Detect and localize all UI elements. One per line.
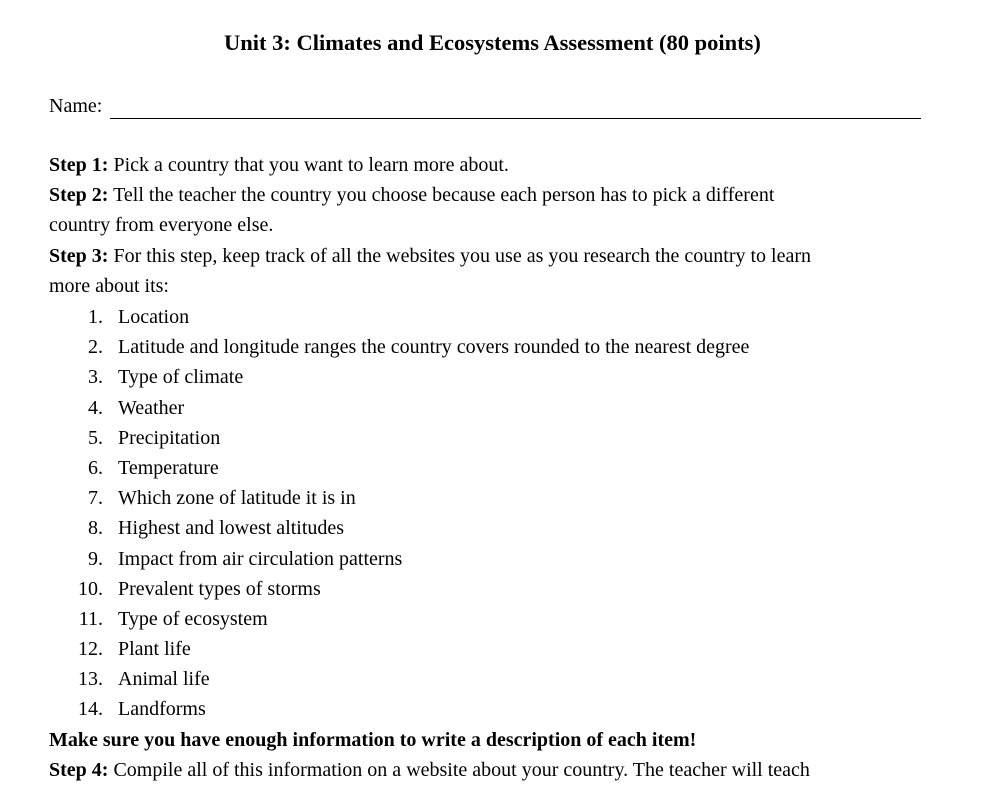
list-item-number: 12.	[78, 638, 103, 661]
list-item-number: 5.	[88, 426, 103, 449]
list-item-number: 8.	[88, 517, 103, 540]
list-item-text: Weather	[118, 396, 185, 419]
step-2-label: Step 2:	[49, 184, 109, 206]
list-item-text: Animal life	[118, 668, 210, 691]
list-item-text: Prevalent types of storms	[118, 577, 321, 600]
reminder-line	[49, 725, 949, 755]
list-item-text: Impact from air circulation patterns	[118, 547, 403, 570]
page-title: Unit 3: Climates and Ecosystems Assessment (80 points)	[224, 30, 761, 55]
step-2-text: Tell the teacher the country you choose because each person has to pick a different	[108, 184, 775, 206]
step-3-continuation: more about its:	[49, 275, 169, 297]
step-3-line	[49, 241, 949, 271]
step-3-text: For this step, keep track of all the websites you use as you research the country to learn	[108, 245, 812, 267]
name-blank-line	[110, 118, 921, 119]
step-1-line	[49, 150, 949, 180]
step-4-label: Step 4:	[49, 759, 109, 781]
list-item-text: Location	[118, 306, 190, 328]
step-1-label: Step 1:	[49, 154, 109, 176]
list-item-text: Highest and lowest altitudes	[118, 517, 345, 540]
list-item-number: 6.	[88, 456, 103, 479]
list-item-number: 10.	[78, 577, 103, 600]
name-field-row	[49, 91, 921, 121]
list-item-number: 1.	[88, 306, 103, 328]
list-item-text: Precipitation	[118, 426, 221, 449]
list-item-text: Which zone of latitude it is in	[118, 487, 356, 510]
name-label: Name:	[49, 95, 103, 117]
list-item-number: 14.	[78, 698, 103, 721]
list-item-number: 13.	[78, 668, 103, 691]
list-item-number: 9.	[88, 547, 103, 570]
step-4-line	[49, 755, 949, 785]
step-2-line	[49, 180, 949, 210]
list-item-text: Temperature	[118, 456, 219, 479]
step-4-text: Compile all of this information on a website about your country. The teacher will teach	[108, 759, 810, 781]
list-item-text: Type of ecosystem	[118, 607, 268, 630]
list-item-number: 2.	[88, 336, 103, 359]
list-item-number: 4.	[88, 396, 103, 419]
list-item-number: 3.	[88, 366, 103, 389]
reminder-text: Make sure you have enough information to write a description of each item!	[49, 729, 697, 751]
list-item-text: Landforms	[118, 698, 206, 721]
step-1-text: Pick a country that you want to learn more about.	[108, 154, 509, 176]
list-item-text: Type of climate	[118, 366, 244, 389]
list-item-text: Latitude and longitude ranges the country covers rounded to the nearest degree	[118, 336, 750, 359]
step-3-label: Step 3:	[49, 245, 109, 267]
step-2-continuation: country from everyone else.	[49, 214, 274, 236]
list-item-number: 7.	[88, 487, 103, 510]
list-item-text: Plant life	[118, 638, 191, 661]
list-item-number: 11.	[78, 607, 103, 630]
